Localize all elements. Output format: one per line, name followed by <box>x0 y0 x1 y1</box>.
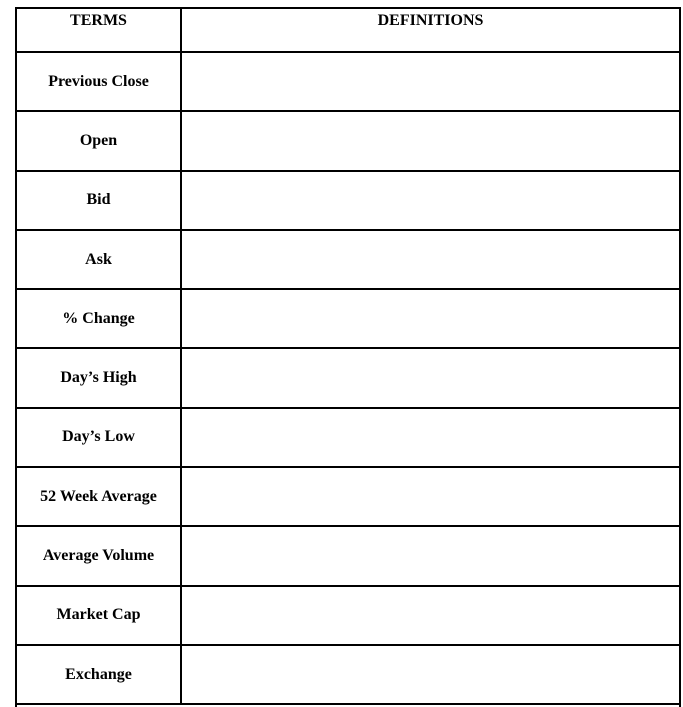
term-cell: Average Volume <box>17 527 182 584</box>
definition-cell[interactable] <box>182 646 679 703</box>
table-row <box>17 587 679 646</box>
definition-cell[interactable] <box>182 468 679 525</box>
definition-cell[interactable] <box>182 290 679 347</box>
definition-cell[interactable] <box>182 349 679 406</box>
terms-definitions-table <box>15 7 681 707</box>
table-row <box>17 112 679 171</box>
definition-cell[interactable] <box>182 172 679 229</box>
header-definitions <box>182 9 679 51</box>
term-cell: Market Cap <box>17 587 182 644</box>
definition-cell[interactable] <box>182 409 679 466</box>
table-row <box>17 646 679 705</box>
header-terms-label: TERMS <box>70 12 127 29</box>
table-row <box>17 349 679 408</box>
term-cell: Previous Close <box>17 53 182 110</box>
term-cell: Day’s High <box>17 349 182 406</box>
definition-cell[interactable] <box>182 527 679 584</box>
table-row <box>17 290 679 349</box>
table-row <box>17 231 679 290</box>
definition-cell[interactable] <box>182 53 679 110</box>
term-cell: Open <box>17 112 182 169</box>
table-row <box>17 527 679 586</box>
term-cell: Ask <box>17 231 182 288</box>
table-row <box>17 172 679 231</box>
definition-cell[interactable] <box>182 587 679 644</box>
definition-cell[interactable] <box>182 112 679 169</box>
table-row <box>17 53 679 112</box>
term-cell: % Change <box>17 290 182 347</box>
term-cell: Day’s Low <box>17 409 182 466</box>
definition-cell[interactable] <box>182 231 679 288</box>
header-terms <box>17 9 182 51</box>
table-row <box>17 468 679 527</box>
table-row <box>17 409 679 468</box>
header-definitions-label: DEFINITIONS <box>377 12 484 29</box>
term-cell: 52 Week Average <box>17 468 182 525</box>
term-cell: Bid <box>17 172 182 229</box>
term-cell: Exchange <box>17 646 182 703</box>
table-header-row <box>17 9 679 53</box>
